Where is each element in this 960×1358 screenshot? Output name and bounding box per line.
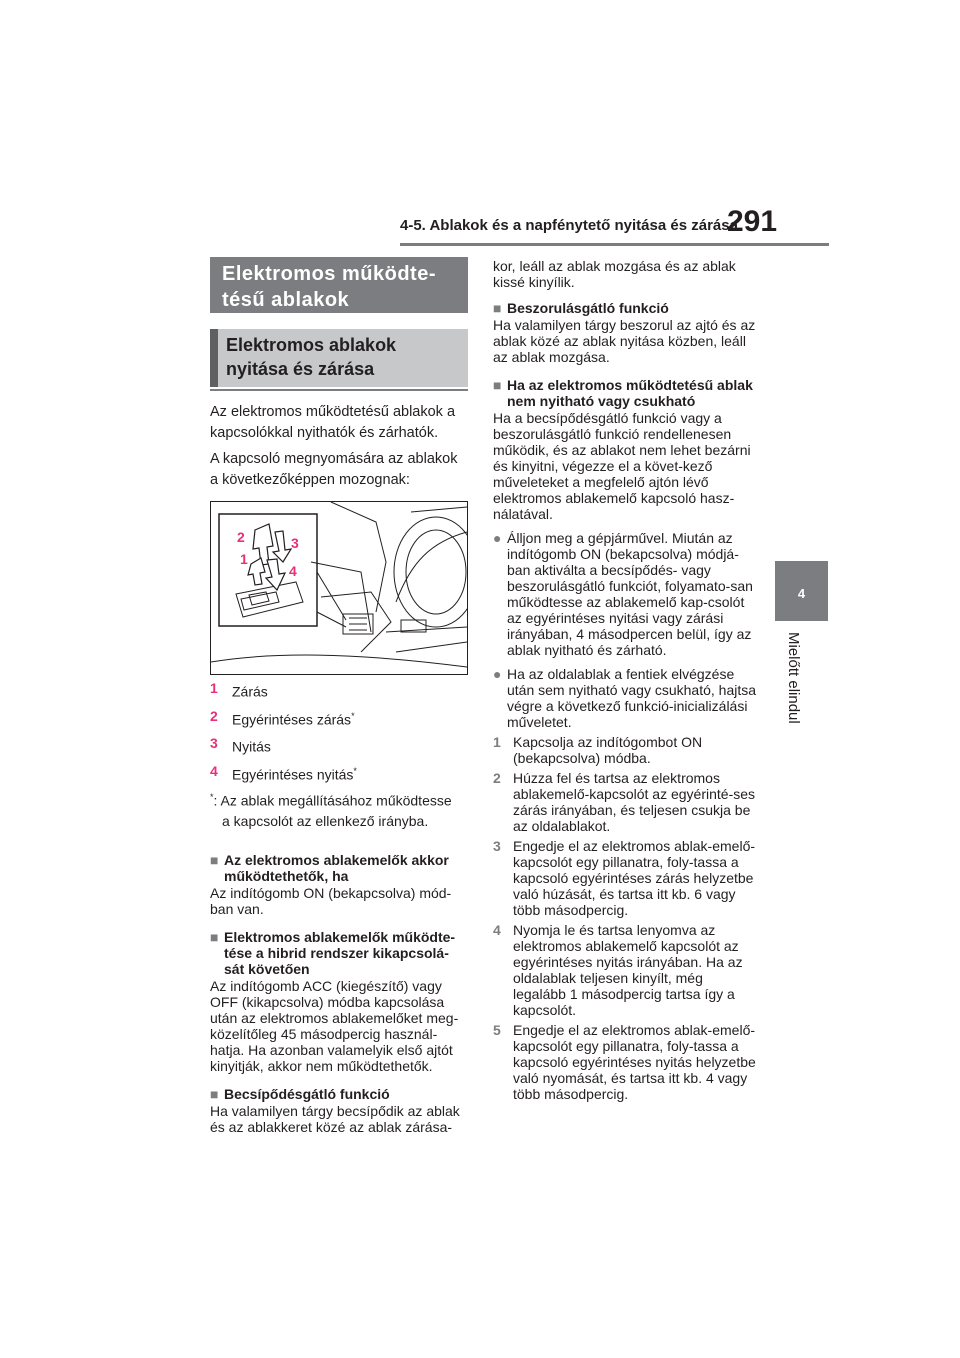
- step-number: 4: [493, 922, 501, 938]
- step-text: Húzza fel és tartsa az elektromos ablakemelő-kapcsolót az egyérinté-ses zárás irányában, és teljesen csukja be az oldalablakot.: [513, 770, 756, 834]
- callout-1: 1: [240, 551, 248, 567]
- step-item: [493, 1022, 758, 1102]
- callout-2: 2: [237, 529, 245, 545]
- window-switch-illustration: [211, 502, 467, 674]
- square-bullet-icon: ■: [210, 852, 219, 869]
- section-subtitle: Elektromos ablakok nyitása és zárása: [210, 329, 468, 387]
- continuation-text: kor, leáll az ablak mozgása és az ablak kissé kinyílik.: [493, 258, 736, 290]
- intro-text: [210, 402, 468, 491]
- callout-3: 3: [291, 535, 299, 551]
- intro-paragraph: Az elektromos működtetésű ablakok a kapcsolókkal nyithatók és zárhatók.: [210, 404, 456, 441]
- step-number: 2: [493, 770, 501, 786]
- step-number: 3: [493, 838, 501, 854]
- legend-text: Egyérintéses zárás*: [232, 710, 355, 728]
- legend-text: Zárás: [232, 683, 268, 700]
- legend-item: [210, 735, 468, 755]
- footnote-mark: *: [210, 791, 214, 802]
- step-item: [493, 734, 758, 766]
- legend-text: Egyérintéses nyitás*: [232, 765, 357, 783]
- section-heading-text: Az elektromos ablakemelők akkor működtethetők, ha: [224, 852, 449, 885]
- callout-4: 4: [289, 563, 297, 579]
- bullet-item: [493, 530, 758, 658]
- legend-item: [210, 763, 468, 783]
- legend-number: 3: [210, 735, 218, 752]
- footnote-line: : Az ablak megállításához működtesse: [213, 792, 452, 809]
- section-body: Az indítógomb ACC (kiegészítő) vagy OFF (kikapcsolva) módba kapcsolása után az elektromos ablakemelőket meg-közelítőleg 45 másodpercig használ-hatja. Ha azonban valamelyik első ajtót kinyitják, akkor nem működtethetők.: [210, 978, 459, 1075]
- legend-text: Nyitás: [232, 738, 271, 755]
- header-rule: [400, 243, 829, 246]
- step-text: Engedje el az elektromos ablak-emelő-kapcsolót egy pillanatra, foly-tassa a kapcsoló egyérintéses nyitás helyzetbe való nyomását, és tartsa itt kb. 4 vagy több másodpercig.: [513, 1022, 756, 1102]
- left-column: [210, 257, 468, 1135]
- section-body: Ha a becsípődésgátló funkció vagy a beszorulásgátló funkció rendellenesen működik, és az ablakot nem lehet bezárni és kinyitni, végezze el a követ-kező műveleteket a megfelelő ajtón lévő elektromos ablakemelő kapcsoló hasz-nálatával.: [493, 410, 751, 522]
- step-number: 1: [493, 734, 501, 750]
- legend-item: [210, 680, 468, 700]
- circle-bullet-icon: ●: [493, 530, 502, 546]
- section-heading-text: Beszorulásgátló funkció: [507, 300, 669, 316]
- figure-legend: [210, 680, 468, 832]
- running-header: 4-5. Ablakok és a napfénytető nyitása és zárása: [400, 217, 738, 234]
- section-heading-text: Elektromos ablakemelők működte-tése a hibrid rendszer kikapcsolá-sát követően: [224, 929, 456, 978]
- section-heading-text: Becsípődésgátló funkció: [224, 1086, 390, 1103]
- page-number: 291: [727, 205, 778, 238]
- chapter-number: 4: [797, 586, 806, 601]
- bullet-item: [493, 666, 758, 730]
- section-heading: [493, 377, 758, 409]
- square-bullet-icon: ■: [210, 1086, 219, 1103]
- step-text: Engedje el az elektromos ablak-emelő-kapcsolót egy pillanatra, foly-tassa a kapcsoló egyérintéses zárás helyzetbe való húzását, és tartsa itt kb. 6 vagy több másodpercig.: [513, 838, 756, 918]
- section-heading-text: Ha az elektromos működtetésű ablak nem nyitható vagy csukható: [507, 377, 753, 409]
- square-bullet-icon: ■: [210, 929, 219, 946]
- square-bullet-icon: ■: [493, 377, 502, 393]
- circle-bullet-icon: ●: [493, 666, 502, 682]
- subtitle-rule: [210, 389, 468, 391]
- section-body: Ha valamilyen tárgy becsípődik az ablak és az ablakkeret közé az ablak zárása-: [210, 1103, 460, 1136]
- right-column: [493, 257, 758, 1102]
- section-title: Elektromos működte-tésű ablakok: [210, 257, 468, 313]
- step-item: [493, 838, 758, 918]
- square-bullet-icon: ■: [493, 300, 502, 316]
- window-switch-figure: [210, 501, 468, 675]
- step-item: [493, 770, 758, 834]
- bullet-text: Álljon meg a gépjárművel. Miután az indítógomb ON (bekapcsolva) módjá-ban aktiválta a becsípődés- vagy beszorulásgátló funkciót, folyamato-san működtesse az ablakemelő kap-csolót az egyérintéses nyitási vagy zárási irányában, 4 másodpercen belül, így az ablak nyitható és zárható.: [507, 530, 753, 658]
- footnote: [210, 787, 468, 833]
- section-heading: [210, 852, 468, 884]
- step-text: Nyomja le és tartsa lenyomva az elektromos ablakemelő kapcsolót az egyérintéses nyitás irányában. Ha az oldalablak teljesen kinyílt, még legalább 1 másodpercig tartsa így a kapcsolót.: [513, 922, 743, 1018]
- chapter-label-text: Mielőtt elindul: [785, 632, 802, 724]
- chapter-label: [782, 632, 822, 782]
- bullet-text: Ha az oldalablak a fentiek elvégzése után sem nyitható vagy csukható, hajtsa végre a következő funkció-inicializálási műveletet.: [507, 666, 757, 730]
- section-body: Ha valamilyen tárgy beszorul az ajtó és az ablak közé az ablak nyitása közben, leáll az ablak mozgása.: [493, 317, 756, 365]
- legend-item: [210, 708, 468, 728]
- step-number: 5: [493, 1022, 501, 1038]
- section-heading: [493, 300, 758, 316]
- step-text: Kapcsolja az indítógombot ON (bekapcsolva) módba.: [513, 734, 703, 766]
- section-body: Az indítógomb ON (bekapcsolva) mód-ban van.: [210, 885, 452, 918]
- footnote-line: a kapcsolót az ellenkező irányba.: [222, 813, 429, 830]
- legend-number: 1: [210, 680, 218, 696]
- step-item: [493, 922, 758, 1018]
- section-heading: [210, 929, 468, 977]
- chapter-tab: [775, 561, 828, 621]
- intro-paragraph: A kapcsoló megnyomására az ablakok a következőképpen mozognak:: [210, 451, 458, 488]
- legend-number: 2: [210, 707, 218, 724]
- legend-number: 4: [210, 762, 218, 779]
- section-heading: [210, 1086, 468, 1102]
